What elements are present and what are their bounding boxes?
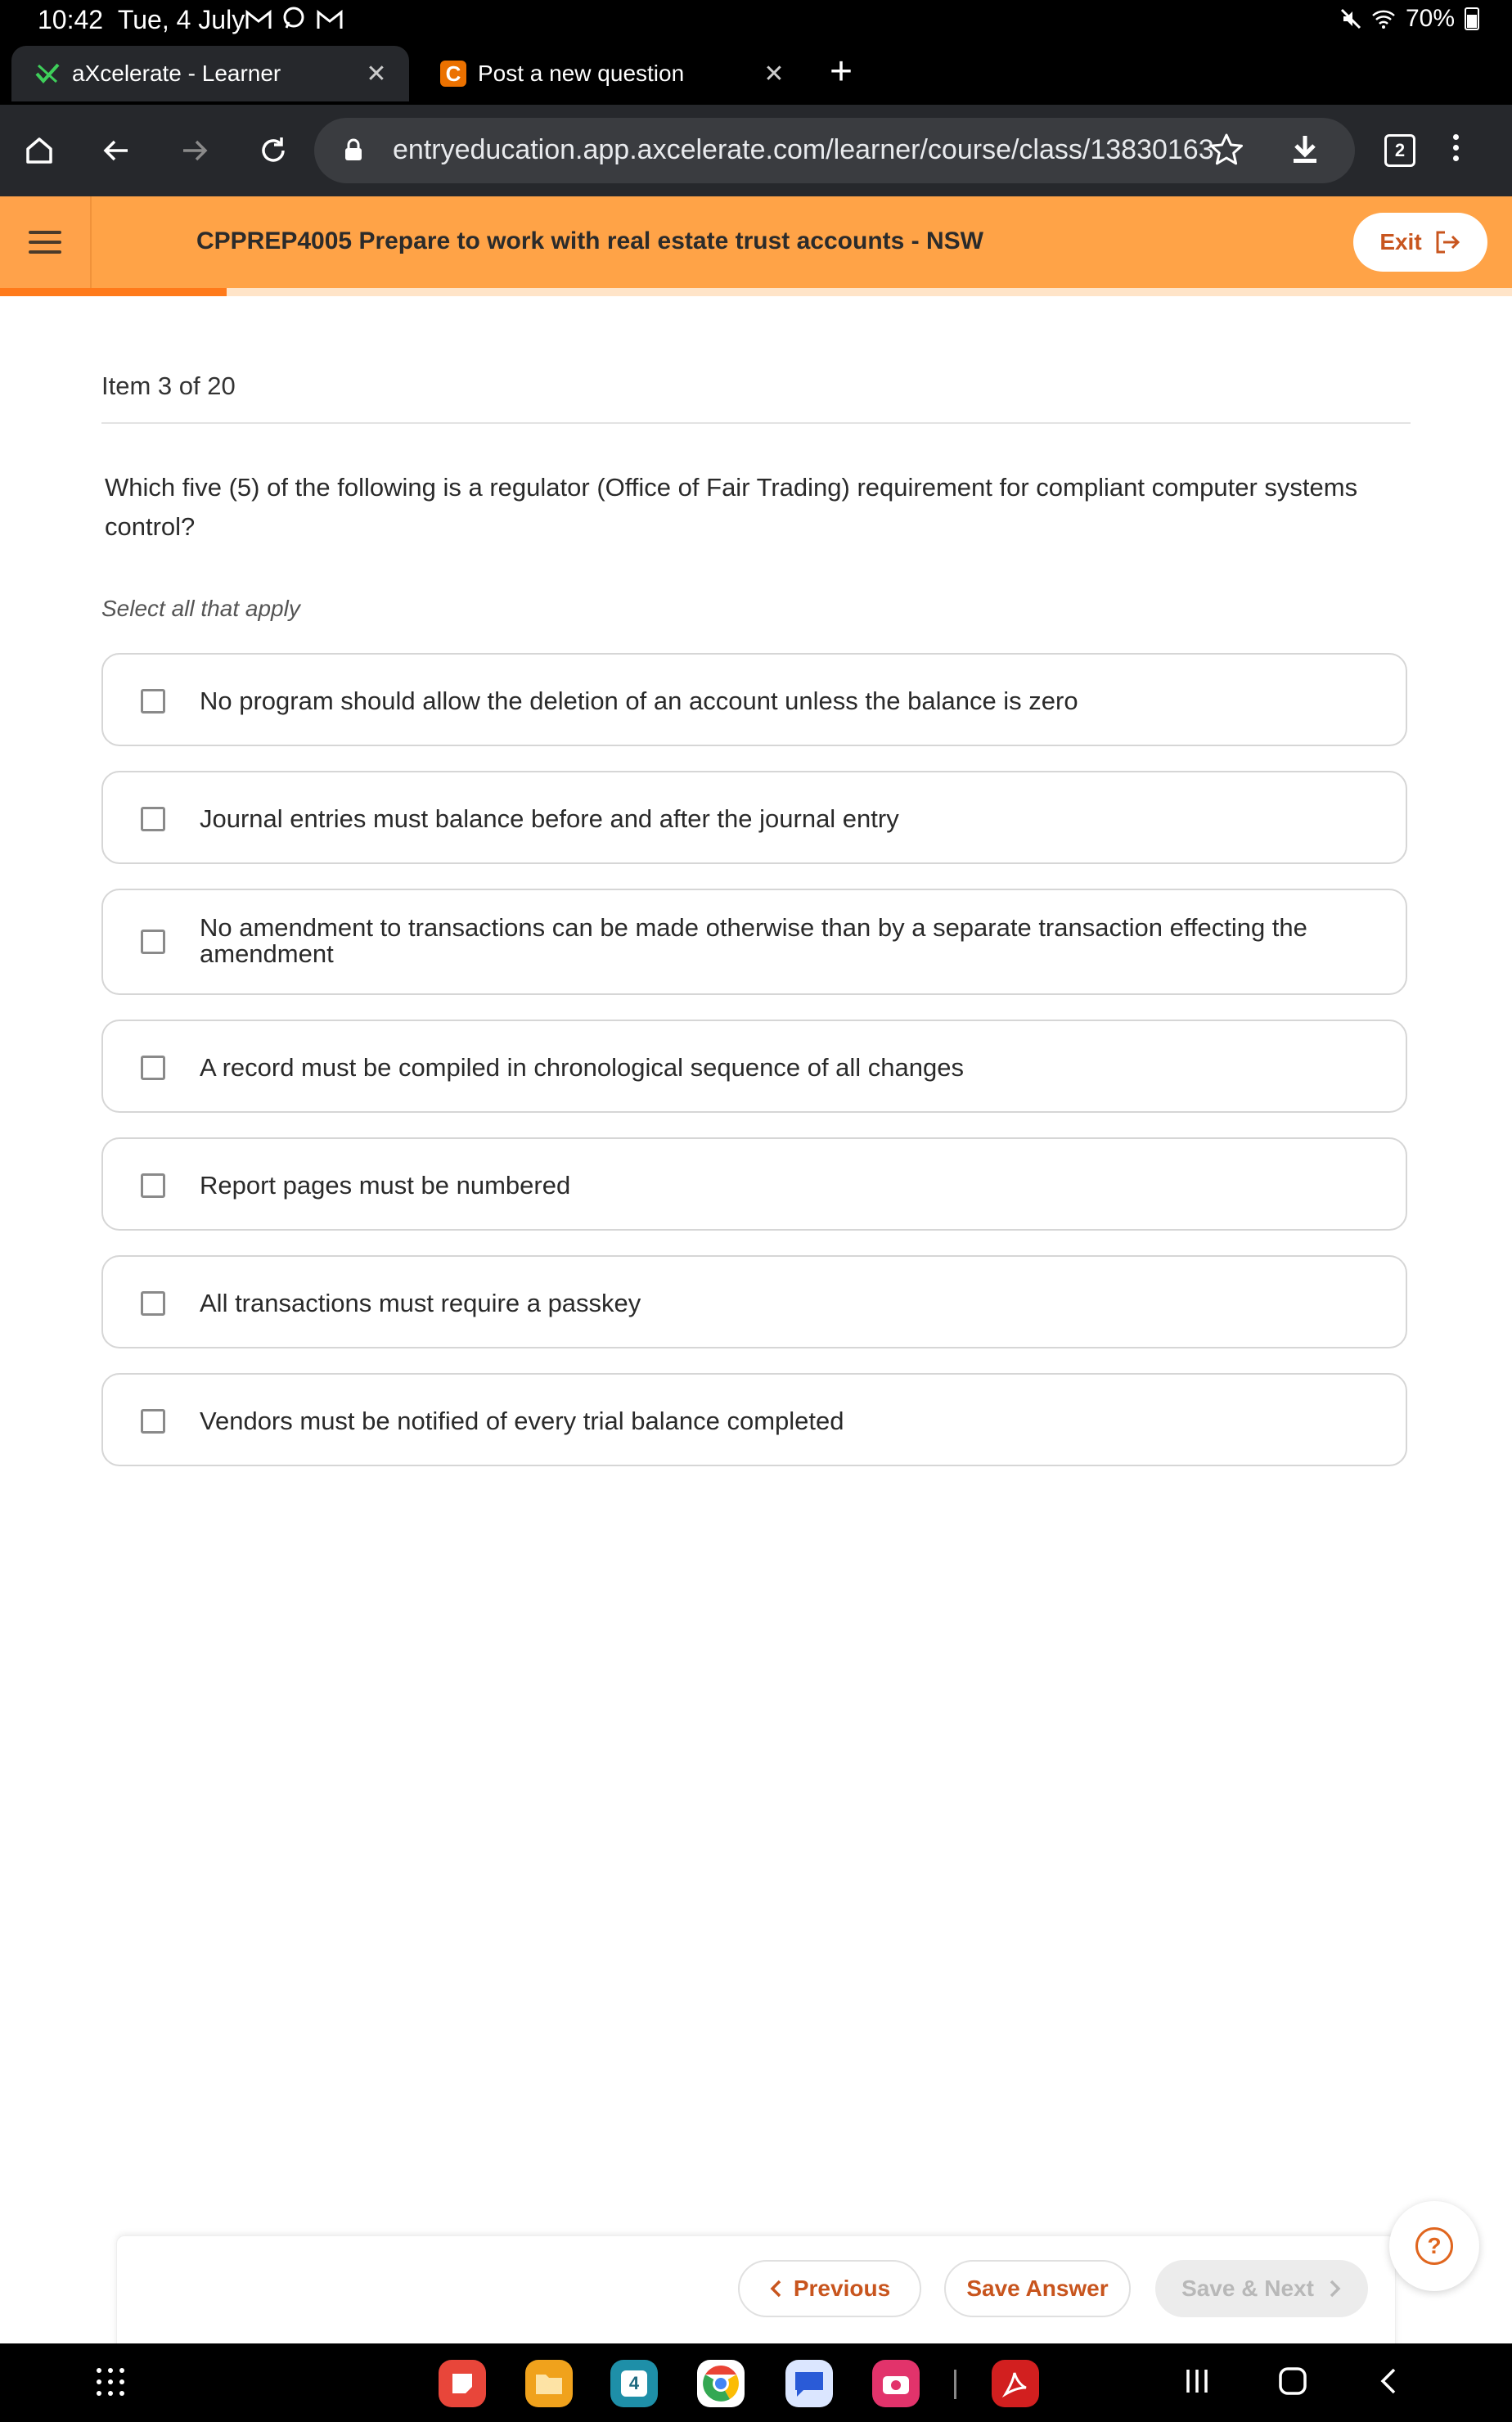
address-bar[interactable]: [314, 118, 1355, 183]
option-label: Vendors must be notified of every trial balance completed: [200, 1407, 844, 1435]
course-progress-bar: [0, 288, 1512, 296]
new-tab-plus-icon[interactable]: +: [830, 50, 853, 93]
chegg-icon: C: [440, 61, 466, 87]
chevron-right-icon: [1329, 2279, 1342, 2298]
course-title: CPPREP4005 Prepare to work with real estate trust accounts - NSW: [196, 227, 983, 254]
tab-label: Post a new question: [478, 61, 685, 86]
status-time: 10:42 Tue, 4 July: [38, 5, 245, 34]
notification-icons: [245, 6, 343, 37]
save-answer-button[interactable]: [944, 2260, 1131, 2317]
option-checkbox[interactable]: [141, 807, 165, 831]
mute-icon: [1340, 8, 1361, 29]
back-arrow-icon[interactable]: [93, 128, 139, 173]
hamburger-icon: [29, 224, 61, 260]
dock-divider: [954, 2370, 956, 2399]
back-nav-icon[interactable]: [1376, 2365, 1401, 2406]
previous-label: Previous: [793, 2276, 891, 2301]
forward-arrow-icon[interactable]: [172, 128, 218, 173]
more-menu-icon[interactable]: [1453, 134, 1461, 166]
answer-option[interactable]: [101, 1020, 1407, 1113]
status-bar: [0, 0, 1512, 43]
close-tab-icon[interactable]: ✕: [763, 60, 785, 88]
download-icon[interactable]: [1286, 131, 1324, 173]
axcelerate-check-icon: [34, 61, 61, 87]
answer-option[interactable]: [101, 1373, 1407, 1466]
option-checkbox[interactable]: [141, 689, 165, 714]
previous-button[interactable]: [738, 2260, 921, 2317]
gmail-icon: [317, 9, 343, 30]
close-tab-icon[interactable]: ✕: [366, 60, 387, 88]
option-checkbox[interactable]: [141, 1291, 165, 1316]
option-checkbox[interactable]: [141, 1173, 165, 1198]
exit-icon: [1433, 229, 1461, 255]
course-header: [0, 196, 1512, 288]
wifi-icon: [1371, 9, 1396, 29]
save-next-label: Save & Next: [1181, 2276, 1314, 2301]
option-label: A record must be compiled in chronological sequence of all changes: [200, 1053, 964, 1082]
answer-option[interactable]: [101, 1137, 1407, 1231]
notes-app-icon[interactable]: [439, 2360, 486, 2407]
whatsapp-icon: [281, 6, 306, 30]
option-checkbox[interactable]: [141, 930, 165, 954]
help-question-icon: ?: [1415, 2227, 1453, 2265]
app-drawer-icon[interactable]: [97, 2368, 126, 2397]
hamburger-menu-button[interactable]: [0, 196, 92, 288]
acrobat-app-icon[interactable]: [992, 2360, 1039, 2407]
chrome-app-icon[interactable]: [697, 2360, 745, 2407]
tab-switcher-button[interactable]: 2: [1384, 134, 1415, 167]
tab-axcelerate[interactable]: [11, 46, 409, 101]
course-progress-fill: [0, 288, 227, 296]
option-label: No program should allow the deletion of an account unless the balance is zero: [200, 687, 1078, 715]
battery-icon: [1465, 7, 1479, 30]
answer-option[interactable]: [101, 653, 1407, 746]
status-right: [1340, 5, 1479, 33]
bookmark-star-icon[interactable]: [1208, 131, 1245, 173]
save-answer-label: Save Answer: [966, 2276, 1109, 2301]
help-button[interactable]: [1389, 2201, 1479, 2291]
item-counter: Item 3 of 20: [101, 371, 236, 400]
tab-label: aXcelerate - Learner: [72, 61, 281, 86]
option-label: Journal entries must balance before and after the journal entry: [200, 804, 899, 833]
save-next-button[interactable]: [1155, 2260, 1368, 2317]
exit-label: Exit: [1379, 229, 1422, 254]
home-nav-icon[interactable]: [1276, 2365, 1309, 2406]
tab-post-question[interactable]: [417, 46, 807, 101]
answer-option[interactable]: [101, 889, 1407, 995]
select-hint: Select all that apply: [101, 596, 300, 621]
answer-option[interactable]: [101, 771, 1407, 864]
browser-toolbar: [0, 105, 1512, 196]
reload-icon[interactable]: [250, 128, 296, 173]
option-label: No amendment to transactions can be made otherwise than by a separate transaction effecting the amendment: [200, 913, 1307, 968]
recent-apps-icon[interactable]: [1183, 2365, 1211, 2406]
gmail-icon: [245, 9, 272, 30]
files-app-icon[interactable]: [525, 2360, 573, 2407]
camera-app-icon[interactable]: [872, 2360, 920, 2407]
divider: [101, 422, 1411, 424]
calendar-app-icon[interactable]: 4: [610, 2360, 658, 2407]
option-label: Report pages must be numbered: [200, 1171, 571, 1200]
battery-level: 70%: [1405, 5, 1455, 32]
home-icon[interactable]: [16, 128, 62, 173]
tab-strip: [0, 43, 1512, 105]
exit-button[interactable]: [1353, 213, 1487, 272]
option-checkbox[interactable]: [141, 1056, 165, 1080]
chevron-left-icon: [769, 2279, 782, 2298]
option-checkbox[interactable]: [141, 1409, 165, 1434]
messages-app-icon[interactable]: [785, 2360, 833, 2407]
lock-icon[interactable]: [344, 137, 363, 166]
option-label: All transactions must require a passkey: [200, 1289, 641, 1317]
android-nav-bar: [0, 2343, 1512, 2422]
answer-option[interactable]: [101, 1255, 1407, 1348]
url-text[interactable]: entryeducation.app.axcelerate.com/learner/course/class/13830163: [393, 134, 1214, 165]
question-text: Which five (5) of the following is a regulator (Office of Fair Trading) requirement for compliant computer systems control?: [105, 473, 1358, 541]
